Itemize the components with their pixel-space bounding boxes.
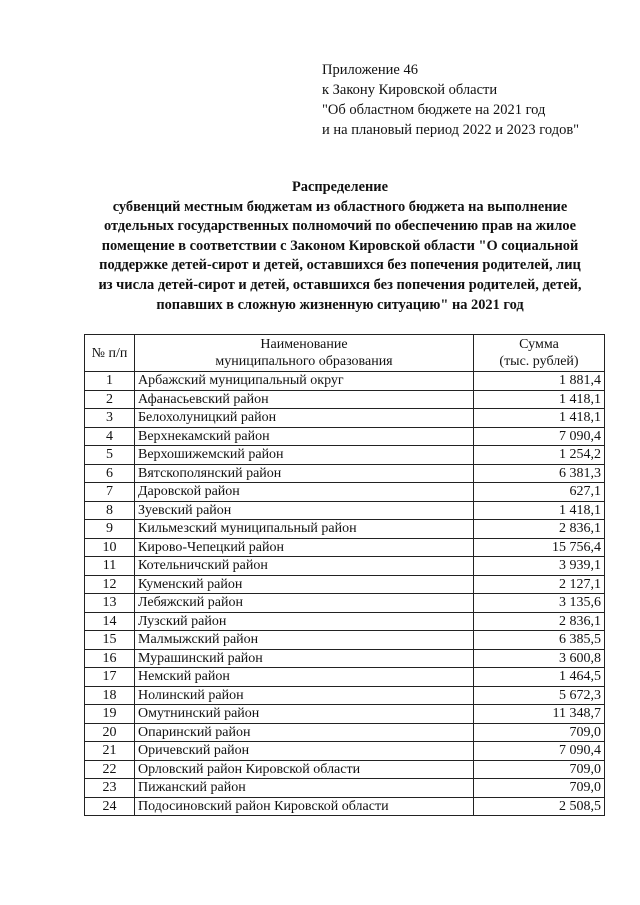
row-number: 11: [85, 557, 135, 576]
row-amount: 11 348,7: [474, 705, 605, 724]
row-number: 8: [85, 501, 135, 520]
table-row: [85, 742, 605, 761]
header-amount-line: (тыс. рублей): [499, 354, 579, 369]
table-row: [85, 390, 605, 409]
table-row: [85, 612, 605, 631]
row-municipality: Омутнинский район: [135, 705, 474, 724]
row-amount: 3 600,8: [474, 649, 605, 668]
row-municipality: Котельничский район: [135, 557, 474, 576]
table-row: [85, 779, 605, 798]
row-municipality: Вятскополянский район: [135, 464, 474, 483]
table-row: [85, 372, 605, 391]
heading-line: попавших в сложную жизненную ситуацию" на 2021 год: [156, 296, 524, 313]
row-amount: 7 090,4: [474, 742, 605, 761]
annex-block: [322, 60, 579, 140]
row-municipality: Оричевский район: [135, 742, 474, 761]
header-number: № п/п: [85, 335, 135, 372]
row-number: 10: [85, 538, 135, 557]
row-number: 16: [85, 649, 135, 668]
document-heading: [60, 178, 620, 315]
row-municipality: Мурашинский район: [135, 649, 474, 668]
heading-title: Распределение: [292, 179, 388, 195]
table-row: [85, 501, 605, 520]
distribution-table: [84, 334, 605, 816]
row-number: 15: [85, 631, 135, 650]
table-row: [85, 705, 605, 724]
table-row: [85, 483, 605, 502]
header-municipality: [135, 335, 474, 372]
row-amount: 709,0: [474, 779, 605, 798]
row-amount: 15 756,4: [474, 538, 605, 557]
row-municipality: Куменский район: [135, 575, 474, 594]
table-row: [85, 446, 605, 465]
row-amount: 7 090,4: [474, 427, 605, 446]
row-amount: 1 418,1: [474, 501, 605, 520]
row-amount: 2 127,1: [474, 575, 605, 594]
annex-line: Приложение 46: [322, 62, 418, 78]
row-municipality: Белохолуницкий район: [135, 409, 474, 428]
table-row: [85, 409, 605, 428]
heading-line: поддержке детей-сирот и детей, оставшихся без попечения родителей, лиц: [99, 257, 581, 274]
row-amount: 6 385,5: [474, 631, 605, 650]
row-amount: 5 672,3: [474, 686, 605, 705]
heading-line: из числа детей-сирот и детей, оставшихся без попечения родителей, детей,: [98, 276, 582, 293]
table-row: [85, 520, 605, 539]
row-number: 23: [85, 779, 135, 798]
table-row: [85, 594, 605, 613]
table-row: [85, 668, 605, 687]
heading-line: субвенций местным бюджетам из областного бюджета на выполнение: [112, 198, 568, 215]
header-municipality-line: муниципального образования: [215, 354, 393, 369]
row-municipality: Верхошижемский район: [135, 446, 474, 465]
row-number: 17: [85, 668, 135, 687]
table-row: [85, 686, 605, 705]
row-amount: 709,0: [474, 723, 605, 742]
row-number: 19: [85, 705, 135, 724]
row-municipality: Кирово-Чепецкий район: [135, 538, 474, 557]
row-number: 5: [85, 446, 135, 465]
table-row: [85, 649, 605, 668]
row-amount: 1 254,2: [474, 446, 605, 465]
header-municipality-line: Наименование: [260, 337, 348, 352]
row-number: 7: [85, 483, 135, 502]
row-amount: 1 464,5: [474, 668, 605, 687]
row-municipality: Подосиновский район Кировской области: [135, 797, 474, 816]
row-municipality: Лузский район: [135, 612, 474, 631]
row-number: 24: [85, 797, 135, 816]
row-municipality: Арбажский муниципальный округ: [135, 372, 474, 391]
table-row: [85, 797, 605, 816]
row-amount: 709,0: [474, 760, 605, 779]
row-municipality: Кильмезский муниципальный район: [135, 520, 474, 539]
annex-line: и на плановый период 2022 и 2023 годов": [322, 122, 580, 138]
row-number: 21: [85, 742, 135, 761]
row-amount: 2 836,1: [474, 612, 605, 631]
row-amount: 1 418,1: [474, 409, 605, 428]
row-amount: 6 381,3: [474, 464, 605, 483]
table-row: [85, 538, 605, 557]
row-municipality: Пижанский район: [135, 779, 474, 798]
heading-line: помещение в соответствии с Законом Кировской области "О социальной: [101, 237, 579, 254]
row-number: 1: [85, 372, 135, 391]
row-municipality: Даровской район: [135, 483, 474, 502]
row-municipality: Лебяжский район: [135, 594, 474, 613]
row-amount: 627,1: [474, 483, 605, 502]
annex-line: "Об областном бюджете на 2021 год: [322, 102, 546, 118]
row-number: 20: [85, 723, 135, 742]
table-row: [85, 631, 605, 650]
row-municipality: Нолинский район: [135, 686, 474, 705]
table-row: [85, 760, 605, 779]
row-municipality: Афанасьевский район: [135, 390, 474, 409]
header-amount: [474, 335, 605, 372]
row-municipality: Немский район: [135, 668, 474, 687]
row-municipality: Зуевский район: [135, 501, 474, 520]
row-amount: 1 881,4: [474, 372, 605, 391]
row-number: 12: [85, 575, 135, 594]
row-number: 4: [85, 427, 135, 446]
row-amount: 1 418,1: [474, 390, 605, 409]
row-number: 3: [85, 409, 135, 428]
row-amount: 2 836,1: [474, 520, 605, 539]
row-municipality: Верхнекамский район: [135, 427, 474, 446]
row-number: 9: [85, 520, 135, 539]
row-municipality: Малмыжский район: [135, 631, 474, 650]
table-row: [85, 464, 605, 483]
annex-line: к Закону Кировской области: [322, 82, 498, 98]
row-amount: 3 939,1: [474, 557, 605, 576]
header-amount-line: Сумма: [519, 337, 559, 352]
row-municipality: Опаринский район: [135, 723, 474, 742]
row-number: 6: [85, 464, 135, 483]
table-row: [85, 575, 605, 594]
table-row: [85, 723, 605, 742]
heading-line: отдельных государственных полномочий по обеспечению прав на жилое: [104, 218, 576, 235]
row-amount: 3 135,6: [474, 594, 605, 613]
table-row: [85, 427, 605, 446]
row-number: 13: [85, 594, 135, 613]
row-number: 22: [85, 760, 135, 779]
table-row: [85, 557, 605, 576]
row-amount: 2 508,5: [474, 797, 605, 816]
row-number: 2: [85, 390, 135, 409]
row-number: 14: [85, 612, 135, 631]
row-number: 18: [85, 686, 135, 705]
row-municipality: Орловский район Кировской области: [135, 760, 474, 779]
table-header-row: [85, 335, 605, 372]
